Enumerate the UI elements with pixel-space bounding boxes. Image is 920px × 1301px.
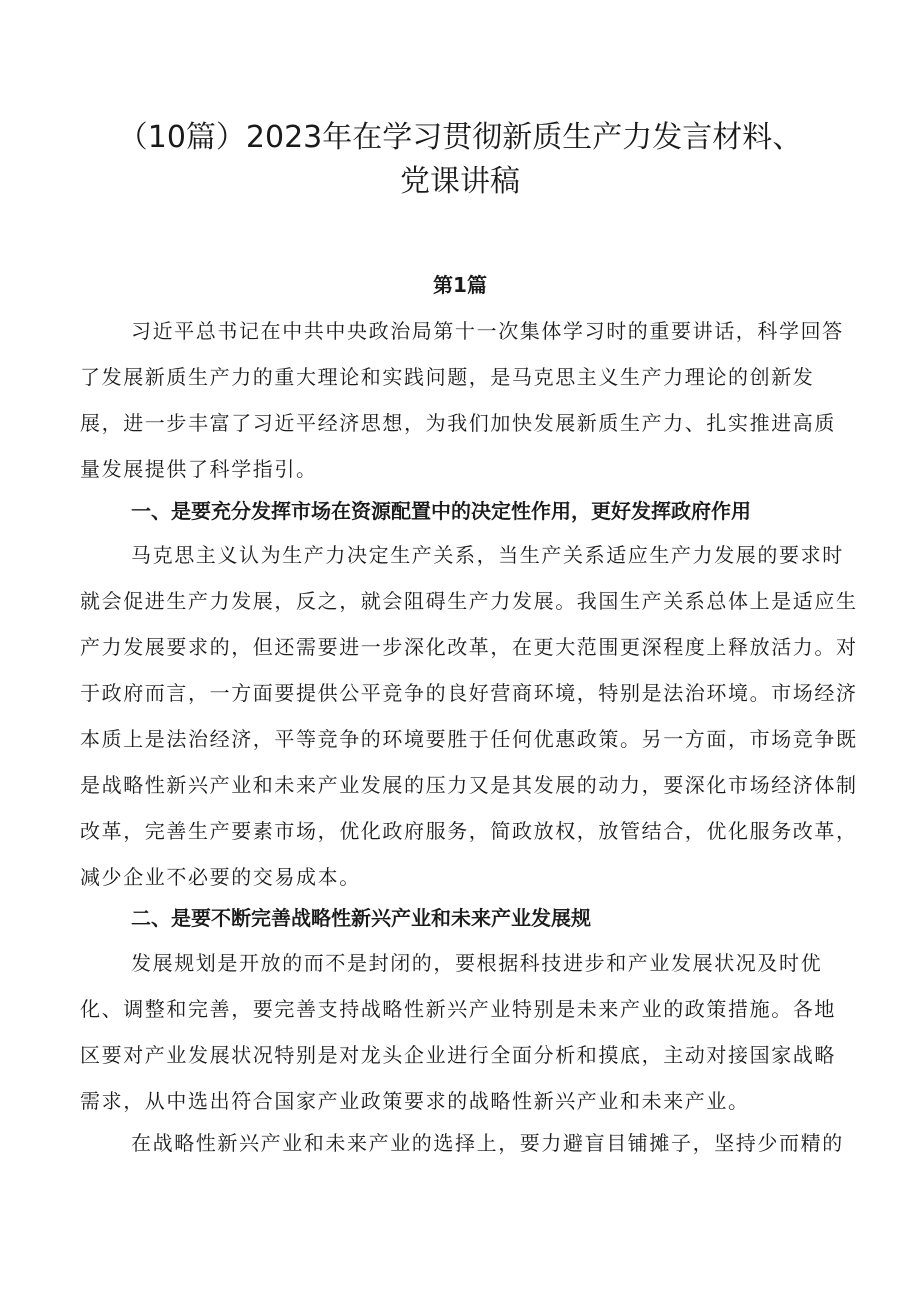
body-line: 马克思主义认为生产力决定生产关系，当生产关系适应生产力发展的要求时: [131, 543, 844, 567]
intro-line: 了发展新质生产力的重大理论和实践问题，是马克思主义生产力理论的创新发: [80, 365, 815, 389]
body-line: 改革，完善生产要素市场，优化政府服务，简政放权，放管结合，优化服务改革，: [80, 819, 858, 843]
body-line: 发展规划是开放的而不是封闭的，要根据科技进步和产业发展状况及时优: [131, 951, 823, 975]
section-heading: 第1篇: [433, 273, 487, 297]
body-line: 减少企业不必要的交易成本。: [80, 865, 361, 889]
body-line: 区要对产业发展状况特别是对龙头企业进行全面分析和摸底，主动对接国家战略: [80, 1043, 836, 1067]
body-line: 化、调整和完善，要完善支持战略性新兴产业特别是未来产业的政策措施。各地: [80, 997, 836, 1021]
intro-line: 量发展提供了科学指引。: [80, 457, 318, 481]
document-title-line-1: （10篇）2023年在学习贯彻新质生产力发言材料、: [117, 120, 803, 155]
intro-line: 习近平总书记在中共中央政治局第十一次集体学习时的重要讲话，科学回答: [131, 319, 844, 343]
subheading-1: 一、是要充分发挥市场在资源配置中的决定性作用，更好发挥政府作用: [131, 499, 751, 523]
body-line: 本质上是法治经济，平等竞争的环境要胜于任何优惠政策。另一方面，市场竞争既: [80, 727, 858, 751]
subheading-2: 二、是要不断完善战略性新兴产业和未来产业发展规: [131, 906, 591, 930]
body-line: 就会促进生产力发展，反之，就会阻碍生产力发展。我国生产关系总体上是适应生: [80, 589, 858, 613]
intro-line: 展，进一步丰富了习近平经济思想，为我们加快发展新质生产力、扎实推进高质: [80, 411, 836, 435]
document-title-line-2: 党课讲稿: [400, 164, 520, 199]
body-line: 需求，从中选出符合国家产业政策要求的战略性新兴产业和未来产业。: [80, 1089, 750, 1113]
body-line: 是战略性新兴产业和未来产业发展的压力又是其发展的动力，要深化市场经济体制: [80, 773, 858, 797]
body-line: 于政府而言，一方面要提供公平竞争的良好营商环境，特别是法治环境。市场经济: [80, 681, 858, 705]
body-line: 产力发展要求的，但还需要进一步深化改革，在更大范围更深程度上释放活力。对: [80, 635, 858, 659]
body-line: 在战略性新兴产业和未来产业的选择上，要力避盲目铺摊子，坚持少而精的: [131, 1131, 844, 1155]
